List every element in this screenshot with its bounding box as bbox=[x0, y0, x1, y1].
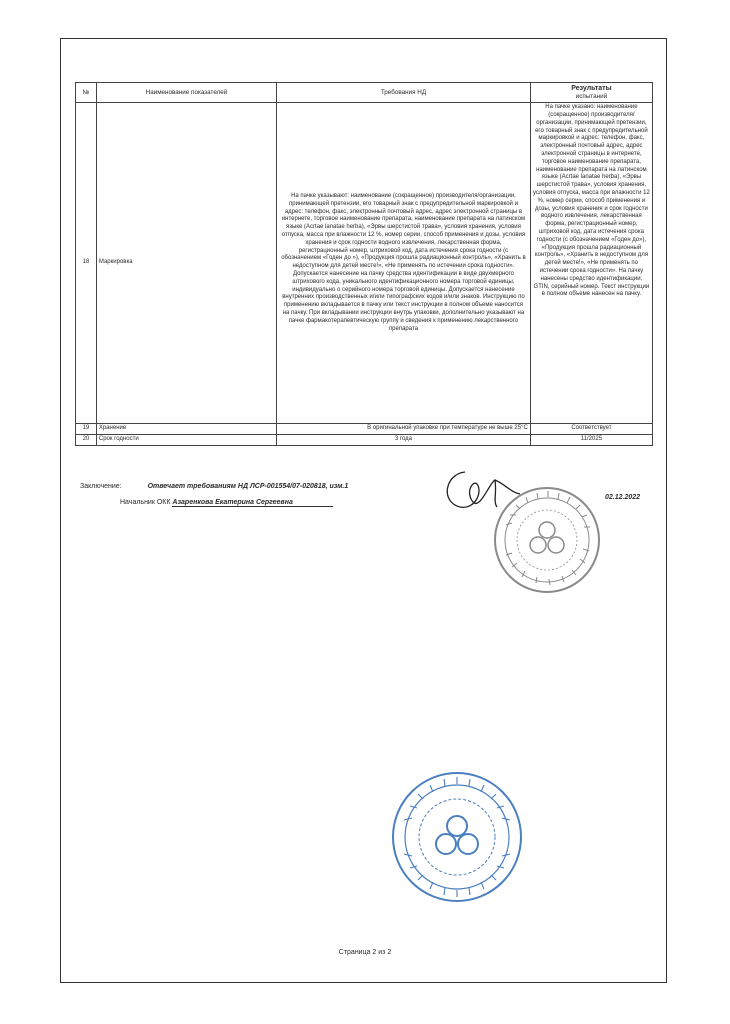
row-requirements bbox=[277, 103, 531, 424]
conclusion bbox=[80, 483, 348, 490]
requirements-text: На пачке указывают: наименование (сокращенное) производителя/организации, принимающей претензии, его товарный знак с предупредительной маркировкой и адрес: телефон, факс, электронный почтовый адрес, адрес электронной страницы в интернете, торговое наименование препарата, наименование препарата на латинском языке (Acrtae lanatae herba), «Эрвы шерстистой трава», условия хранения, условия отпуска, масса при влажности 12 %, номер серии, способ применения и дозы, условия хранения и срок годности водного извлечения, лекарственная форма, регистрационный номер, штриховой код, дата истечения срока годности (с обозначением «Годен до »), «Продукция прошла радиационный контроль», «Хранить в недоступном для детей месте!», «Не применять по истечении срока годности». Допускается нанесение на пачку средства идентификации в виде двухмерного штрихового кода, уникального идентификационного номера торговой единицы, индивидуально о серийного номера торговой единицы. Допускается нанесение внутренних производственных и/или типографских кодов и/или знаков. Инструкцию по применению вкладывается в пачку или текст инструкции в полном объеме наносится на пачку. При вкладывании инструкции внутрь упаковки, дополнительно указывают на пачке фармакотерапевтическую группу и сведения к применению лекарственного препарата bbox=[281, 193, 526, 332]
company-stamp-blue bbox=[390, 770, 525, 905]
row-name: Маркировка bbox=[96, 103, 276, 424]
header-results-line1: Результаты bbox=[571, 85, 612, 92]
row-requirements: 3 года bbox=[277, 435, 531, 446]
row-num: 18 bbox=[76, 103, 97, 424]
header-results-line2: испытаний bbox=[575, 93, 608, 101]
row-requirements: В оригинальной упаковке при температуре не выше 25°С bbox=[277, 424, 531, 435]
result-text: На пачке указано: наименование (сокращенное) производителя/организации, принимающей претензии, его товарный знак с предупредительной маркировкой и адрес: телефон, факс, электронный почтовый адрес, адрес электронной страницы в интернете, торговое наименование препарата, наименование препарата на латинском языке (Acrtae lanatae herba), «Эрвы шерстистой трава», условия хранения, условия отпуска, масса при влажности 12 %, номер серии, способ применения и дозы, условия хранения и срок годности водного извлечения, лекарственная форма, регистрационный номер, штриховой код, дата истечения срока годности (с обозначением «Годен до»), «Продукция прошла радиационный контроль», «Хранить в недоступном для детей месте!», «Не применять по истечении срока годности». На пачку нанесены средство идентификации, GTIN, серийный номер. Текст инструкции в полном объеме нанесен на пачку. bbox=[532, 104, 650, 298]
results-table bbox=[75, 82, 653, 446]
signature-date: 02.12.2022 bbox=[605, 494, 641, 501]
header-results bbox=[530, 83, 652, 103]
chief-line bbox=[120, 499, 333, 506]
row-name: Хранение bbox=[96, 424, 276, 435]
table-header-row bbox=[76, 83, 653, 103]
chief-title: Начальник ОКК bbox=[120, 499, 171, 506]
header-num: № bbox=[76, 83, 97, 103]
table-row bbox=[76, 103, 653, 424]
table-row bbox=[76, 424, 653, 435]
conclusion-label: Заключение: bbox=[80, 483, 122, 490]
row-num: 19 bbox=[76, 424, 97, 435]
row-result bbox=[530, 103, 652, 424]
table-row bbox=[76, 435, 653, 446]
header-name: Наименование показателей bbox=[96, 83, 276, 103]
row-num: 20 bbox=[76, 435, 97, 446]
chief-name: Азаренкова Екатерина Сергеевна bbox=[172, 499, 332, 507]
page-number: Страница 2 из 2 bbox=[338, 949, 392, 956]
company-stamp-gray bbox=[492, 485, 602, 595]
row-name: Срок годности bbox=[96, 435, 276, 446]
conclusion-text: Отвечает требованиям НД ЛСР-001554/07-020818, изм.1 bbox=[147, 483, 349, 490]
row-result: Соответствует bbox=[530, 424, 652, 435]
header-requirements: Требования НД bbox=[277, 83, 531, 103]
row-result: 11/2025 bbox=[530, 435, 652, 446]
